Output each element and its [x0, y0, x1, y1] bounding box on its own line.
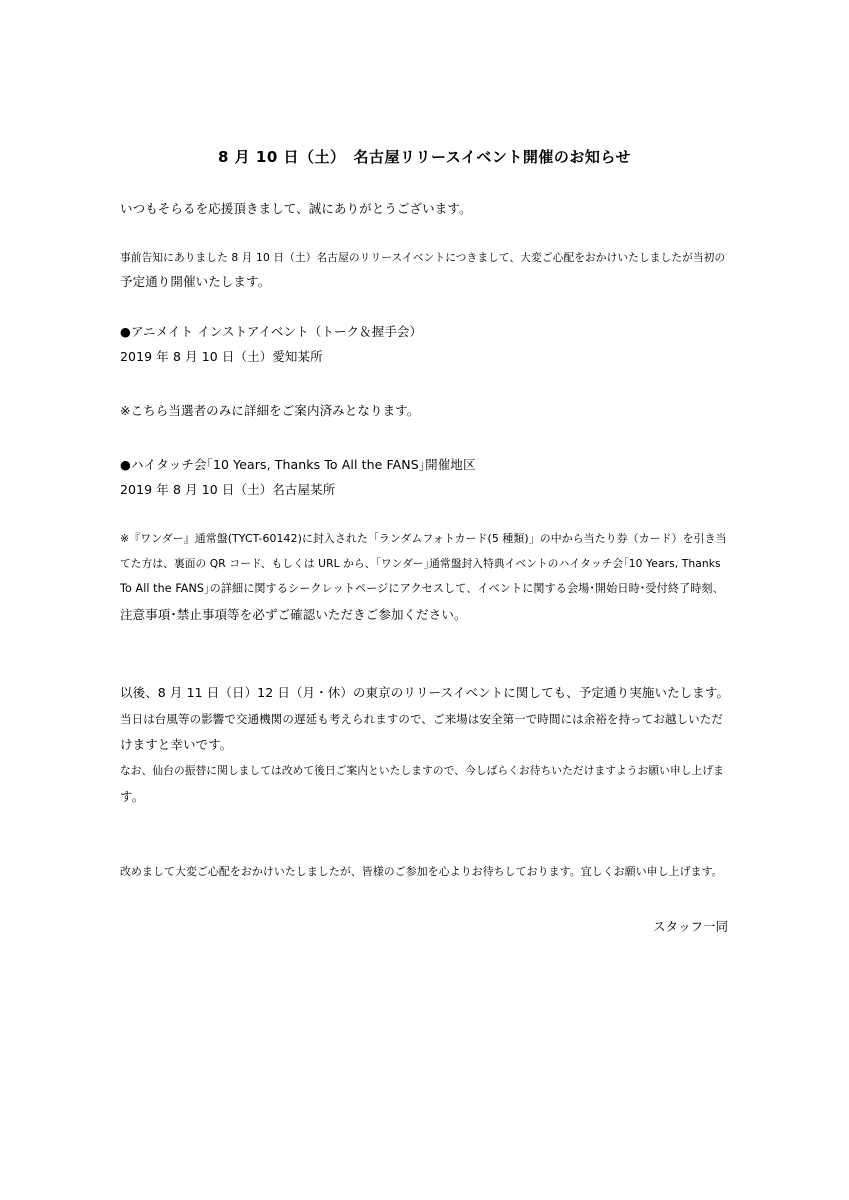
closing-text: 改めまして大変ご心配をおかけいたしましたが、皆様のご参加を心よりお待ちしております。宜しくお願い申し上げます。	[120, 865, 723, 878]
event1-note: ※こちら当選者のみに詳細をご案内済みとなります。	[120, 403, 420, 418]
event2-note-line-4: 注意事項･禁止事項等を必ずご確認いただきご参加ください。	[120, 607, 467, 622]
signature: スタッフ一同	[652, 919, 728, 934]
followup-line-1: 以後、8 月 11 日（日）12 日（月・休）の東京のリリースイベントに関しても、予定通り実施いたします。	[120, 685, 730, 700]
followup-line-5: す。	[120, 789, 145, 804]
followup-line-4: なお、仙台の振替に関しましては改めて後日ご案内といたしますので、今しばらくお待ちいただけますようお願い申し上げま	[120, 764, 724, 777]
followup-line-3: けますと幸いです。	[120, 737, 233, 752]
event1-heading: ●アニメイト インストアイベント（トーク＆握手会）	[120, 324, 423, 339]
event2-note-line-2: てた方は、裏面の QR コード、もしくは URL から、｢ワンダー｣通常盤封入特典イベントのハイタッチ会｢10 Years, Thanks	[120, 557, 721, 570]
event1-date-place: 2019 年 8 月 10 日（土）愛知某所	[120, 349, 323, 364]
intro-line-2: 予定通り開催いたします。	[120, 274, 271, 289]
intro-line-1: 事前告知にありました 8 月 10 日（土）名古屋のリリースイベントにつきまして、大変ご心配をおかけいたしましたが当初の	[120, 251, 726, 264]
greeting-text: いつもそらるを応援頂きまして、誠にありがとうございます。	[120, 201, 472, 216]
event2-heading: ●ハイタッチ会｢10 Years, Thanks To All the FANS｣開催地区	[120, 457, 476, 472]
event2-note-line-3: To All the FANS｣の詳細に関するシークレットページにアクセスして、イベントに関する会場･開始日時･受付終了時刻、	[120, 582, 724, 595]
event2-note-line-1: ※『ワンダー』通常盤(TYCT-60142)に封入された「ランダムフォトカード(5 種類)」の中から当たり券（カード）を引き当	[120, 532, 727, 545]
event2-date-place: 2019 年 8 月 10 日（土）名古屋某所	[120, 482, 336, 497]
followup-line-2: 当日は台風等の影響で交通機関の遅延も考えられますので、ご来場は安全第一で時間には余裕を持ってお越しいただ	[120, 712, 723, 726]
page-title: 8 月 10 日（土） 名古屋リリースイベント開催のお知らせ	[218, 148, 631, 166]
